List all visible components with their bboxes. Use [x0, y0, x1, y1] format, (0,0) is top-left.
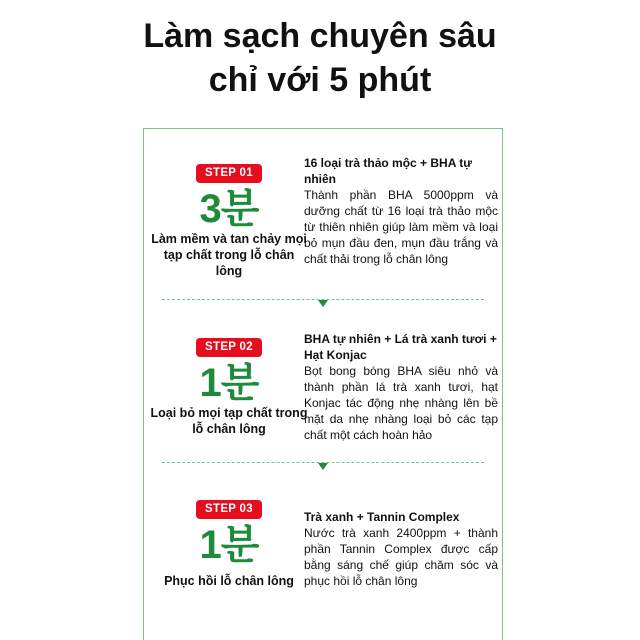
step-1-title: 16 loại trà thảo mộc + BHA tự nhiên: [304, 156, 472, 186]
step-2-title: BHA tự nhiên + Lá trà xanh tươi + Hạt Konjac: [304, 332, 497, 362]
step-1-detail: [304, 155, 498, 267]
steps-panel: [143, 128, 503, 640]
step-1-minutes: 3분: [199, 187, 259, 231]
headline-line-2: chỉ với 5 phút: [208, 61, 432, 99]
step-2-summary: [144, 337, 314, 437]
step-2-badge: STEP 02: [196, 338, 262, 357]
step-3-title: Trà xanh + Tannin Complex: [304, 510, 460, 524]
step-2-body: Bọt bong bóng BHA siêu nhỏ và thành phần lá trà xanh tươi, hạt Konjac tác động nhẹ nhàng lên bề mặt da nhẹ nhàng loại bỏ các tạp chất một cách hoàn hảo: [304, 364, 498, 442]
down-arrow-icon: [318, 300, 328, 307]
step-3-detail: [304, 509, 498, 589]
step-3-summary: [144, 499, 314, 589]
step-2-detail: [304, 331, 498, 443]
step-1-body: Thành phần BHA 5000ppm và dưỡng chất từ 16 loại trà thảo mộc từ thiên nhiên giúp làm mềm và loại bỏ mụn đầu đen, mụn đầu trắng và chất thải trong lỗ chân lông: [304, 188, 498, 266]
step-3-caption: Phục hồi lỗ chân lông: [164, 574, 294, 588]
step-2-minutes: 1분: [199, 361, 259, 405]
headline-line-1: Làm sạch chuyên sâu: [143, 17, 497, 55]
down-arrow-icon: [318, 463, 328, 470]
step-3-minutes: 1분: [199, 523, 259, 567]
step-1-badge: STEP 01: [196, 164, 262, 183]
headline: [0, 14, 640, 102]
step-3-badge: STEP 03: [196, 500, 262, 519]
step-2-caption: Loại bỏ mọi tạp chất trong lỗ chân lông: [150, 406, 308, 436]
step-1-summary: [144, 163, 314, 279]
step-3-body: Nước trà xanh 2400ppm + thành phần Tannin Complex được cấp bằng sáng chế giúp chăm sóc và phục hồi lỗ chân lông: [304, 526, 498, 588]
step-1-caption: Làm mềm và tan chảy mọi tạp chất trong lỗ chân lông: [151, 232, 307, 278]
